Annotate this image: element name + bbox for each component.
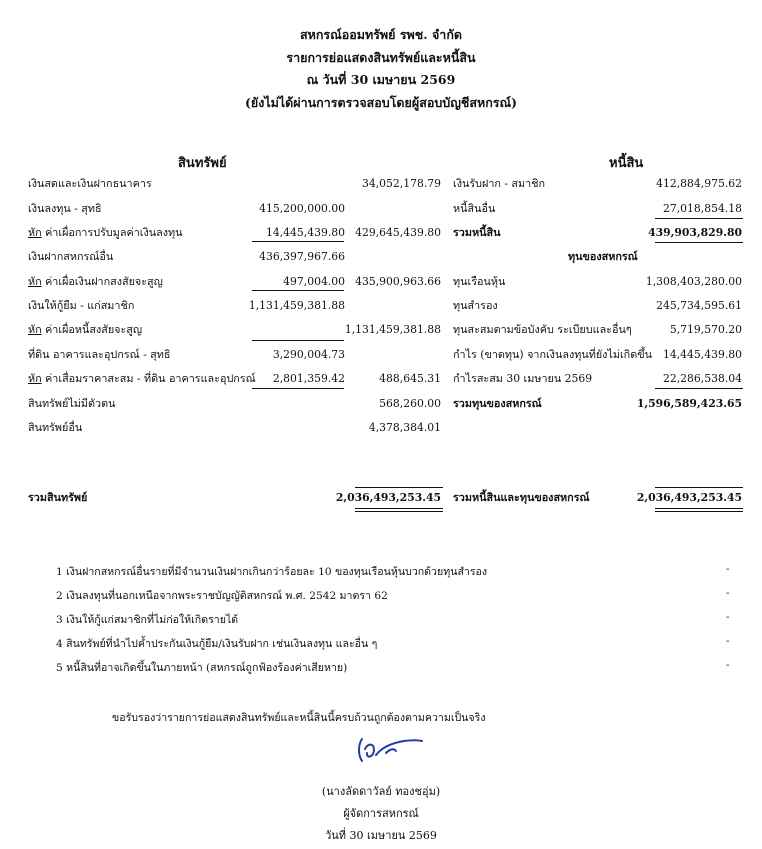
note-value: - [726,587,730,599]
invest-total: 429,645,439.80 [355,226,441,239]
note-item: 2 เงินลงทุนที่นอกเหนือจากพระราชบัญญัติสหกรณ์ พ.ศ. 2542 มาตรา 62 [56,590,388,602]
cash-label: เงินสดและเงินฝากธนาคาร [28,177,152,190]
deposits-label: เงินฝากสหกรณ์อื่น [28,250,114,263]
note-value: - [726,563,730,575]
note-value: - [726,635,730,647]
total-assets-label: รวมสินทรัพย์ [28,491,88,504]
intangible-total: 568,260.00 [379,397,441,410]
deposits-gross: 436,397,967.66 [259,250,345,263]
assets-heading: สินทรัพย์ [178,156,227,171]
shares-amount: 1,308,403,280.00 [645,275,742,288]
retained-amount: 22,286,538.04 [663,372,742,385]
loans-less-label: หัก ค่าเผื่อหนี้สงสัยจะสูญ [28,323,143,336]
rule [655,487,743,488]
signature-image [352,733,426,765]
deposits-total: 435,900,963.66 [355,275,441,288]
shares-label: ทุนเรือนหุ้น [453,275,506,288]
total-equity-label: รวมทุนของสหกรณ์ [453,397,542,410]
total-liab-equity-amount: 2,036,493,253.45 [636,491,742,504]
ppe-label: ที่ดิน อาคารและอุปกรณ์ - สุทธิ [28,348,171,361]
other-assets-total: 4,378,384.01 [368,421,441,434]
invest-label: เงินลงทุน - สุทธิ [28,202,102,215]
total-equity-amount: 1,596,589,423.65 [636,397,742,410]
double-rule [655,508,743,509]
invest-less-amount: 14,445,439.80 [266,226,345,239]
less-prefix: หัก [28,323,42,336]
rule [252,241,344,242]
ppe-total: 488,645.31 [379,372,441,385]
deposits-less-label: หัก ค่าเผื่อเงินฝากสงสัยจะสูญ [28,275,163,288]
rule [655,388,743,389]
funds-amount: 5,719,570.20 [669,323,742,336]
total-liab-equity-label: รวมหนี้สินและทุนของสหกรณ์ [453,491,590,504]
note-value: - [726,611,730,623]
equity-heading: ทุนของสหกรณ์ [568,250,638,263]
reserve-amount: 245,734,595.61 [656,299,742,312]
double-rule [655,511,743,512]
less-prefix: หัก [28,275,42,288]
invest-less-label: หัก ค่าเผื่อการปรับมูลค่าเงินลงทุน [28,226,183,239]
other-assets-label: สินทรัพย์อื่น [28,421,83,434]
certification-text: ขอรับรองว่ารายการย่อแสดงสินทรัพย์และหนี้สินนี้ครบถ้วนถูกต้องตามความเป็นจริง [112,712,486,724]
deposits-less-amount: 497,004.00 [283,275,345,288]
signatory-position: ผู้จัดการสหกรณ์ [343,807,419,820]
loans-gross: 1,131,459,381.88 [248,299,345,312]
double-rule [355,511,443,512]
double-rule [355,508,443,509]
loans-total: 1,131,459,381.88 [344,323,441,336]
unrealized-label: กำไร (ขาดทุน) จากเงินลงทุนที่ยังไม่เกิดขึ้น [453,348,652,361]
cash-total: 34,052,178.79 [362,177,441,190]
liabilities-heading: หนี้สิน [609,156,644,171]
audit-note: (ยังไม่ได้ผ่านการตรวจสอบโดยผู้สอบบัญชีสหกรณ์) [245,94,517,110]
reserve-label: ทุนสำรอง [453,299,498,312]
rule [655,242,743,243]
report-date: ณ วันที่ 30 เมษายน 2569 [306,72,456,87]
loans-label: เงินให้กู้ยืม - แก่สมาชิก [28,299,135,312]
note-item: 1 เงินฝากสหกรณ์อื่นรายที่มีจำนวนเงินฝากเกินกว่าร้อยละ 10 ของทุนเรือนหุ้นบวกด้วยทุนสำรอง [56,566,488,578]
note-item: 4 สินทรัพย์ที่นำไปค้ำประกันเงินกู้ยืม/เงินรับฝาก เช่นเงินลงทุน และอื่น ๆ [56,638,378,650]
total-liabilities-label: รวมหนี้สิน [453,226,501,239]
member-deposits-amount: 412,884,975.62 [656,177,742,190]
funds-label: ทุนสะสมตามข้อบังคับ ระเบียบและอื่นๆ [453,323,632,336]
signatory-date: วันที่ 30 เมษายน 2569 [325,829,437,842]
intangible-label: สินทรัพย์ไม่มีตัวตน [28,397,116,410]
ppe-gross: 3,290,004.73 [272,348,345,361]
report-header [0,24,762,114]
unrealized-amount: 14,445,439.80 [663,348,742,361]
member-deposits-label: เงินรับฝาก - สมาชิก [453,177,546,190]
total-liabilities-amount: 439,903,829.80 [648,226,742,239]
org-name: สหกรณ์ออมทรัพย์ รพช. จำกัด [299,27,463,42]
ppe-less-amount: 2,801,359.42 [272,372,345,385]
rule [252,388,344,389]
rule [252,290,344,291]
less-prefix: หัก [28,372,42,385]
rule [252,340,344,341]
rule [655,218,743,219]
other-liabilities-amount: 27,018,854.18 [663,202,742,215]
note-item: 5 หนี้สินที่อาจเกิดขึ้นในภายหน้า (สหกรณ์ถูกฟ้องร้องค่าเสียหาย) [56,662,348,674]
other-liabilities-label: หนี้สินอื่น [453,202,496,215]
rule [355,487,443,488]
note-value: - [726,659,730,671]
total-assets-amount: 2,036,493,253.45 [335,491,441,504]
ppe-less-label: หัก ค่าเสื่อมราคาสะสม - ที่ดิน อาคารและอุปกรณ์ [28,372,256,385]
signatory-name: (นางลัดดาวัลย์ ทองชอุ่ม) [321,785,441,798]
note-item: 3 เงินให้กู้แก่สมาชิกที่ไม่ก่อให้เกิดรายได้ [56,614,239,626]
invest-gross: 415,200,000.00 [259,202,345,215]
report-title: รายการย่อแสดงสินทรัพย์และหนี้สิน [286,49,476,65]
less-prefix: หัก [28,226,42,239]
retained-label: กำไรสะสม 30 เมษายน 2569 [453,372,593,385]
